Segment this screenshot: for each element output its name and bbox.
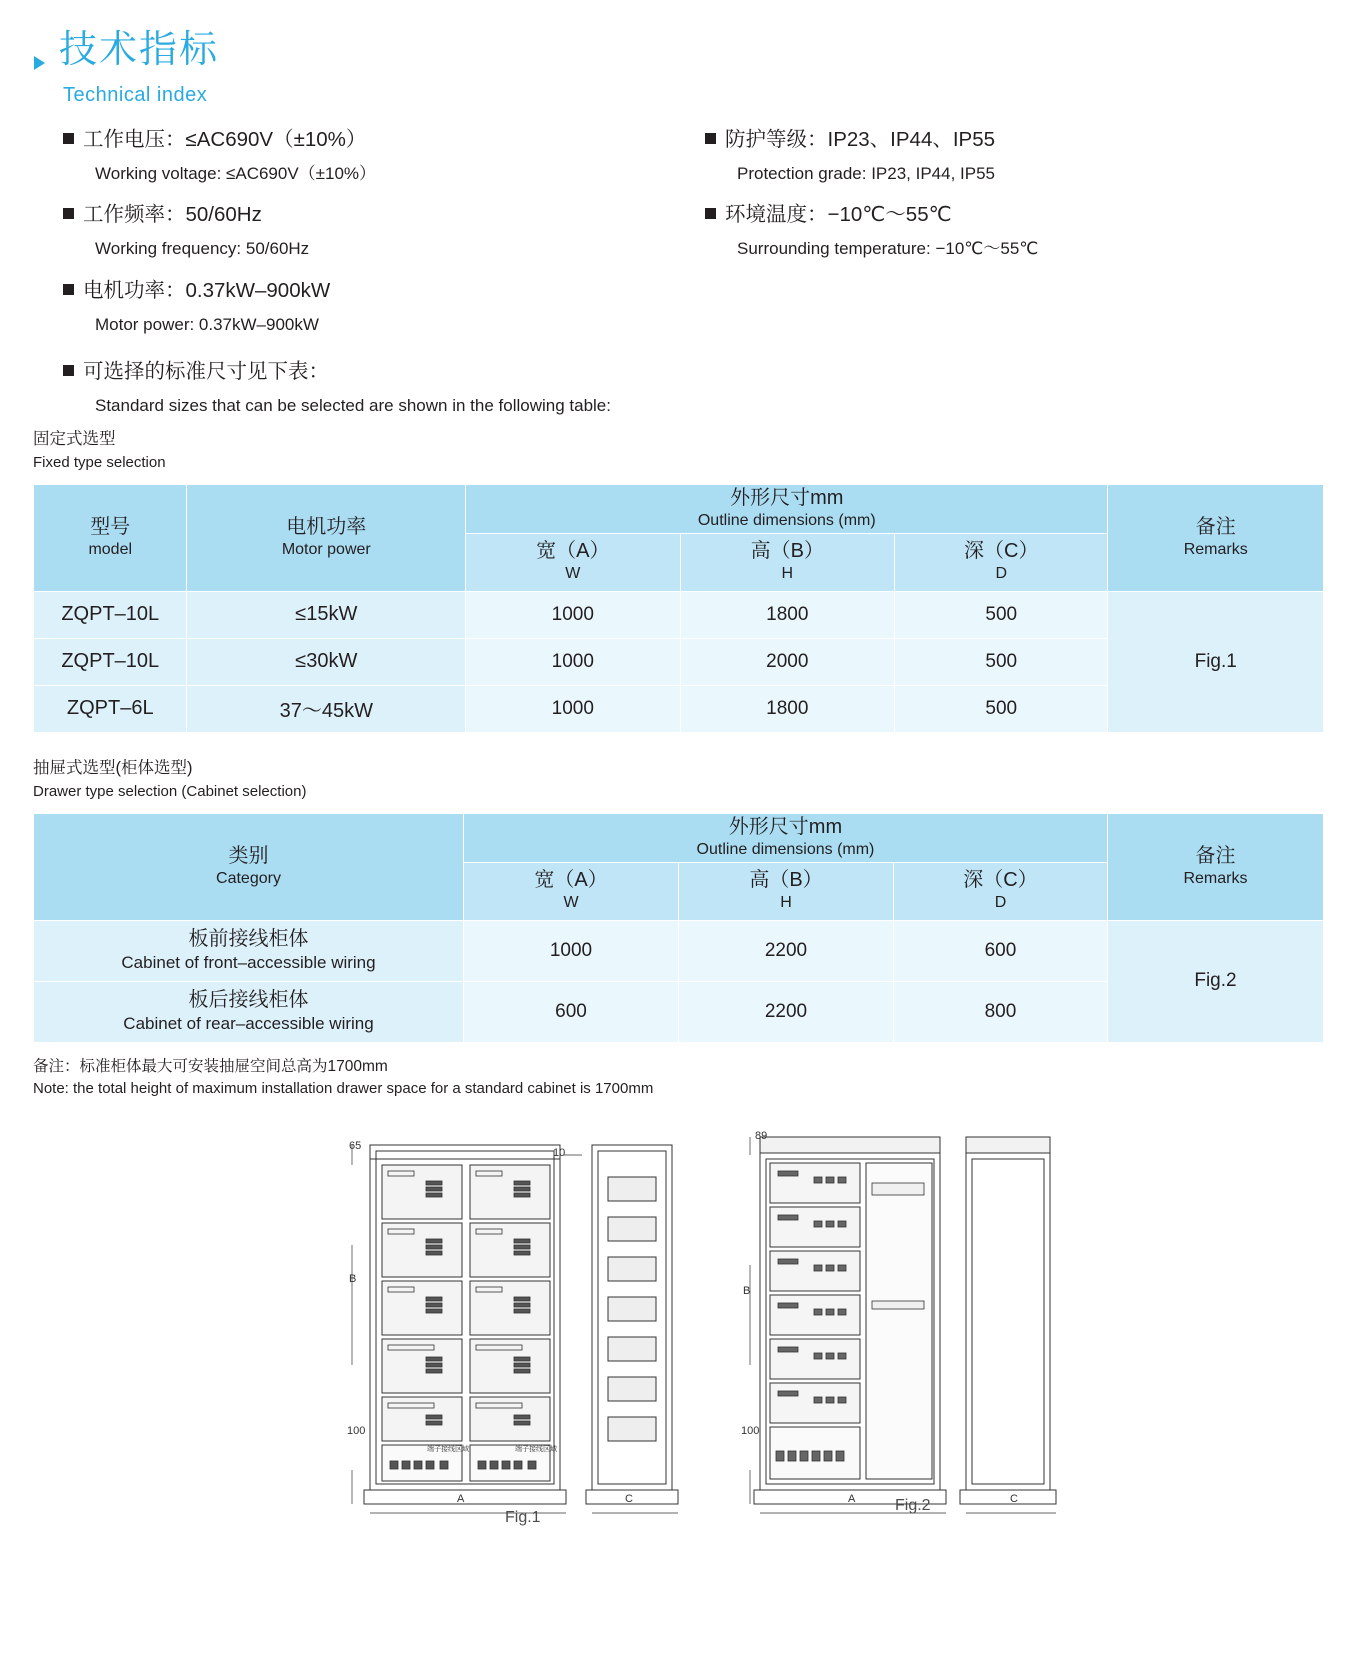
table1-caption-cn: 固定式选型: [33, 430, 116, 448]
col-depth-cn: 深（C）: [963, 869, 1038, 892]
table1-caption: [33, 428, 166, 474]
spec-text-cn: 防护等级：IP23、IP44、IP55: [725, 128, 996, 151]
col-height-en: H: [781, 565, 794, 583]
col-model-cn: 型号: [90, 516, 131, 538]
table2-caption: [33, 757, 306, 803]
col-depth-cn: 深（C）: [964, 540, 1039, 563]
figure-2-drawing: [740, 1125, 1070, 1525]
svg-text:端子接线区域: 端子接线区域: [515, 1445, 557, 1453]
col-model-en: model: [88, 541, 133, 558]
dim-label-a1: A: [457, 1493, 465, 1505]
col-width-en: W: [565, 565, 581, 583]
spec-item-standard-sizes: [63, 358, 1323, 417]
spec-text-en: Motor power: 0.37kW–900kW: [95, 314, 319, 334]
cell-power: 37～45kW: [187, 685, 466, 732]
col-category-en: Category: [216, 870, 281, 887]
col-depth: [895, 533, 1108, 591]
cell-remarks: Fig.1: [1108, 591, 1324, 732]
col-width-cn: 宽（A）: [534, 869, 608, 892]
table-row: [34, 591, 1324, 638]
table2-caption-en: Drawer type selection (Cabinet selection): [33, 782, 307, 800]
col-model: [34, 485, 187, 592]
spec-column-right: [705, 126, 1325, 277]
col-outline-en: Outline dimensions (mm): [696, 841, 875, 858]
square-bullet-icon: [63, 284, 74, 295]
col-outline-dimensions: [464, 814, 1108, 863]
col-width: [464, 862, 679, 920]
dim-label-c2: C: [1010, 1493, 1018, 1505]
figure-2-caption: Fig.2: [895, 1497, 931, 1514]
figure-1-caption: Fig.1: [505, 1509, 541, 1526]
cell-width: 600: [464, 981, 679, 1042]
cell-height: 1800: [680, 685, 894, 732]
dim-label-a2: A: [848, 1493, 856, 1505]
figure-1-drawing: [330, 1125, 700, 1525]
spec-item: [705, 201, 1325, 260]
spec-text-en: Protection grade: IP23, IP44, IP55: [737, 163, 995, 183]
drawer-type-table: [33, 813, 1324, 1043]
title-chinese: 技术指标: [59, 29, 220, 71]
cell-power: ≤15kW: [187, 591, 466, 638]
spec-text-cn: 电机功率：0.37kW–900kW: [83, 278, 331, 302]
cell-category: [34, 920, 464, 981]
cell-depth: 500: [895, 591, 1108, 638]
col-remarks: [1108, 485, 1324, 592]
spec-line: [63, 201, 693, 230]
table-header-row: [34, 814, 1324, 863]
spec-line: [705, 126, 1325, 155]
col-power-cn: 电机功率: [286, 516, 367, 538]
dim-label-10: 10: [553, 1147, 566, 1159]
cell-width: 1000: [466, 591, 680, 638]
dim-label-100: 100: [347, 1425, 366, 1437]
cell-model: ZQPT–10L: [34, 638, 187, 685]
spec-text-cn: 环境温度：−10℃～55℃: [725, 203, 952, 227]
spec-line: [63, 277, 693, 306]
cell-height: 2200: [679, 981, 894, 1042]
col-height-en: H: [780, 894, 792, 912]
cell-category-en: Cabinet of rear–accessible wiring: [123, 1014, 374, 1034]
spec-text-cn: 工作频率：50/60Hz: [83, 203, 262, 227]
spec-column-left: [63, 126, 693, 352]
spec-line: [63, 358, 1323, 387]
col-depth-en: D: [994, 894, 1007, 912]
cell-category: [34, 981, 464, 1042]
col-height: [680, 533, 894, 591]
col-remarks-en: Remarks: [1183, 870, 1248, 887]
cell-width: 1000: [464, 920, 679, 981]
table-row: [34, 920, 1324, 981]
col-remarks: [1107, 814, 1323, 921]
col-remarks-cn: 备注: [1195, 516, 1236, 538]
spec-item: [705, 126, 1325, 185]
note-cn: 备注：标准柜体最大可安装抽屉空间总高为1700mm: [33, 1058, 388, 1075]
col-outline-en: Outline dimensions (mm): [697, 512, 876, 529]
cell-power: ≤30kW: [187, 638, 466, 685]
table1-caption-en: Fixed type selection: [33, 453, 166, 471]
col-power-en: Motor power: [281, 541, 371, 558]
square-bullet-icon: [705, 208, 716, 219]
col-width-cn: 宽（A）: [536, 540, 610, 563]
cell-category-en: Cabinet of front–accessible wiring: [121, 953, 376, 973]
cell-remarks: Fig.2: [1107, 920, 1323, 1042]
spec-text-cn: 工作电压：≤AC690V（±10%）: [83, 128, 367, 151]
cell-depth: 800: [894, 981, 1108, 1042]
spec-text-en: Working frequency: 50/60Hz: [95, 239, 310, 259]
cell-height: 2000: [680, 638, 894, 685]
square-bullet-icon: [63, 208, 74, 219]
dim-label-89: 89: [755, 1130, 768, 1142]
col-remarks-en: Remarks: [1183, 541, 1248, 558]
spec-text-en: Surrounding temperature: −10℃～55℃: [737, 239, 1039, 259]
table2-caption-cn: 抽屉式选型(柜体选型): [33, 759, 193, 777]
dim-label-65: 65: [349, 1140, 362, 1152]
square-bullet-icon: [705, 133, 716, 144]
col-depth-en: D: [995, 565, 1007, 583]
table-note: [33, 1055, 653, 1101]
spec-line: [705, 201, 1325, 230]
cell-depth: 500: [895, 638, 1108, 685]
col-outline-dimensions: [466, 485, 1108, 534]
cell-height: 1800: [680, 591, 894, 638]
figures-area: [0, 1105, 1357, 1545]
dim-label-b2: B: [743, 1285, 751, 1297]
square-bullet-icon: [63, 365, 74, 376]
page-title: [34, 30, 219, 72]
svg-text:端子接线区域: 端子接线区域: [427, 1445, 469, 1453]
cell-category-cn: 板后接线柜体: [188, 989, 309, 1012]
dim-label-100-2: 100: [741, 1425, 760, 1437]
cell-category-cn: 板前接线柜体: [188, 928, 309, 951]
cell-depth: 500: [895, 685, 1108, 732]
col-category-cn: 类别: [228, 845, 269, 867]
spec-text-en: Working voltage: ≤AC690V（±10%）: [95, 163, 377, 183]
triangle-bullet-icon: [34, 56, 45, 70]
spec-item: [63, 126, 693, 185]
col-category: [34, 814, 464, 921]
spec-text-en: Standard sizes that can be selected are shown in the following table:: [95, 395, 611, 415]
dim-label-b1: B: [349, 1273, 357, 1285]
spec-item: [63, 201, 693, 260]
col-height: [679, 862, 894, 920]
spec-item: [63, 277, 693, 336]
col-outline-cn: 外形尺寸mm: [730, 487, 844, 509]
cell-width: 1000: [466, 638, 680, 685]
square-bullet-icon: [63, 133, 74, 144]
cell-model: ZQPT–6L: [34, 685, 187, 732]
col-outline-cn: 外形尺寸mm: [728, 816, 843, 838]
col-motor-power: [187, 485, 466, 592]
cell-model: ZQPT–10L: [34, 591, 187, 638]
col-width-en: W: [563, 894, 579, 912]
table-header-row: [34, 485, 1324, 534]
col-remarks-cn: 备注: [1195, 845, 1236, 867]
col-height-cn: 高（B）: [749, 869, 823, 892]
fixed-type-table: [33, 484, 1324, 733]
note-en: Note: the total height of maximum installation drawer space for a standard cabinet is 1700mm: [33, 1080, 654, 1098]
col-height-cn: 高（B）: [750, 540, 824, 563]
col-depth: [894, 862, 1108, 920]
cell-height: 2200: [679, 920, 894, 981]
spec-text-cn: 可选择的标准尺寸见下表：: [83, 360, 329, 383]
title-english: Technical index: [63, 84, 208, 106]
spec-line: [63, 126, 693, 155]
col-width: [466, 533, 680, 591]
cell-width: 1000: [466, 685, 680, 732]
cell-depth: 600: [894, 920, 1108, 981]
dim-label-c1: C: [625, 1493, 633, 1505]
